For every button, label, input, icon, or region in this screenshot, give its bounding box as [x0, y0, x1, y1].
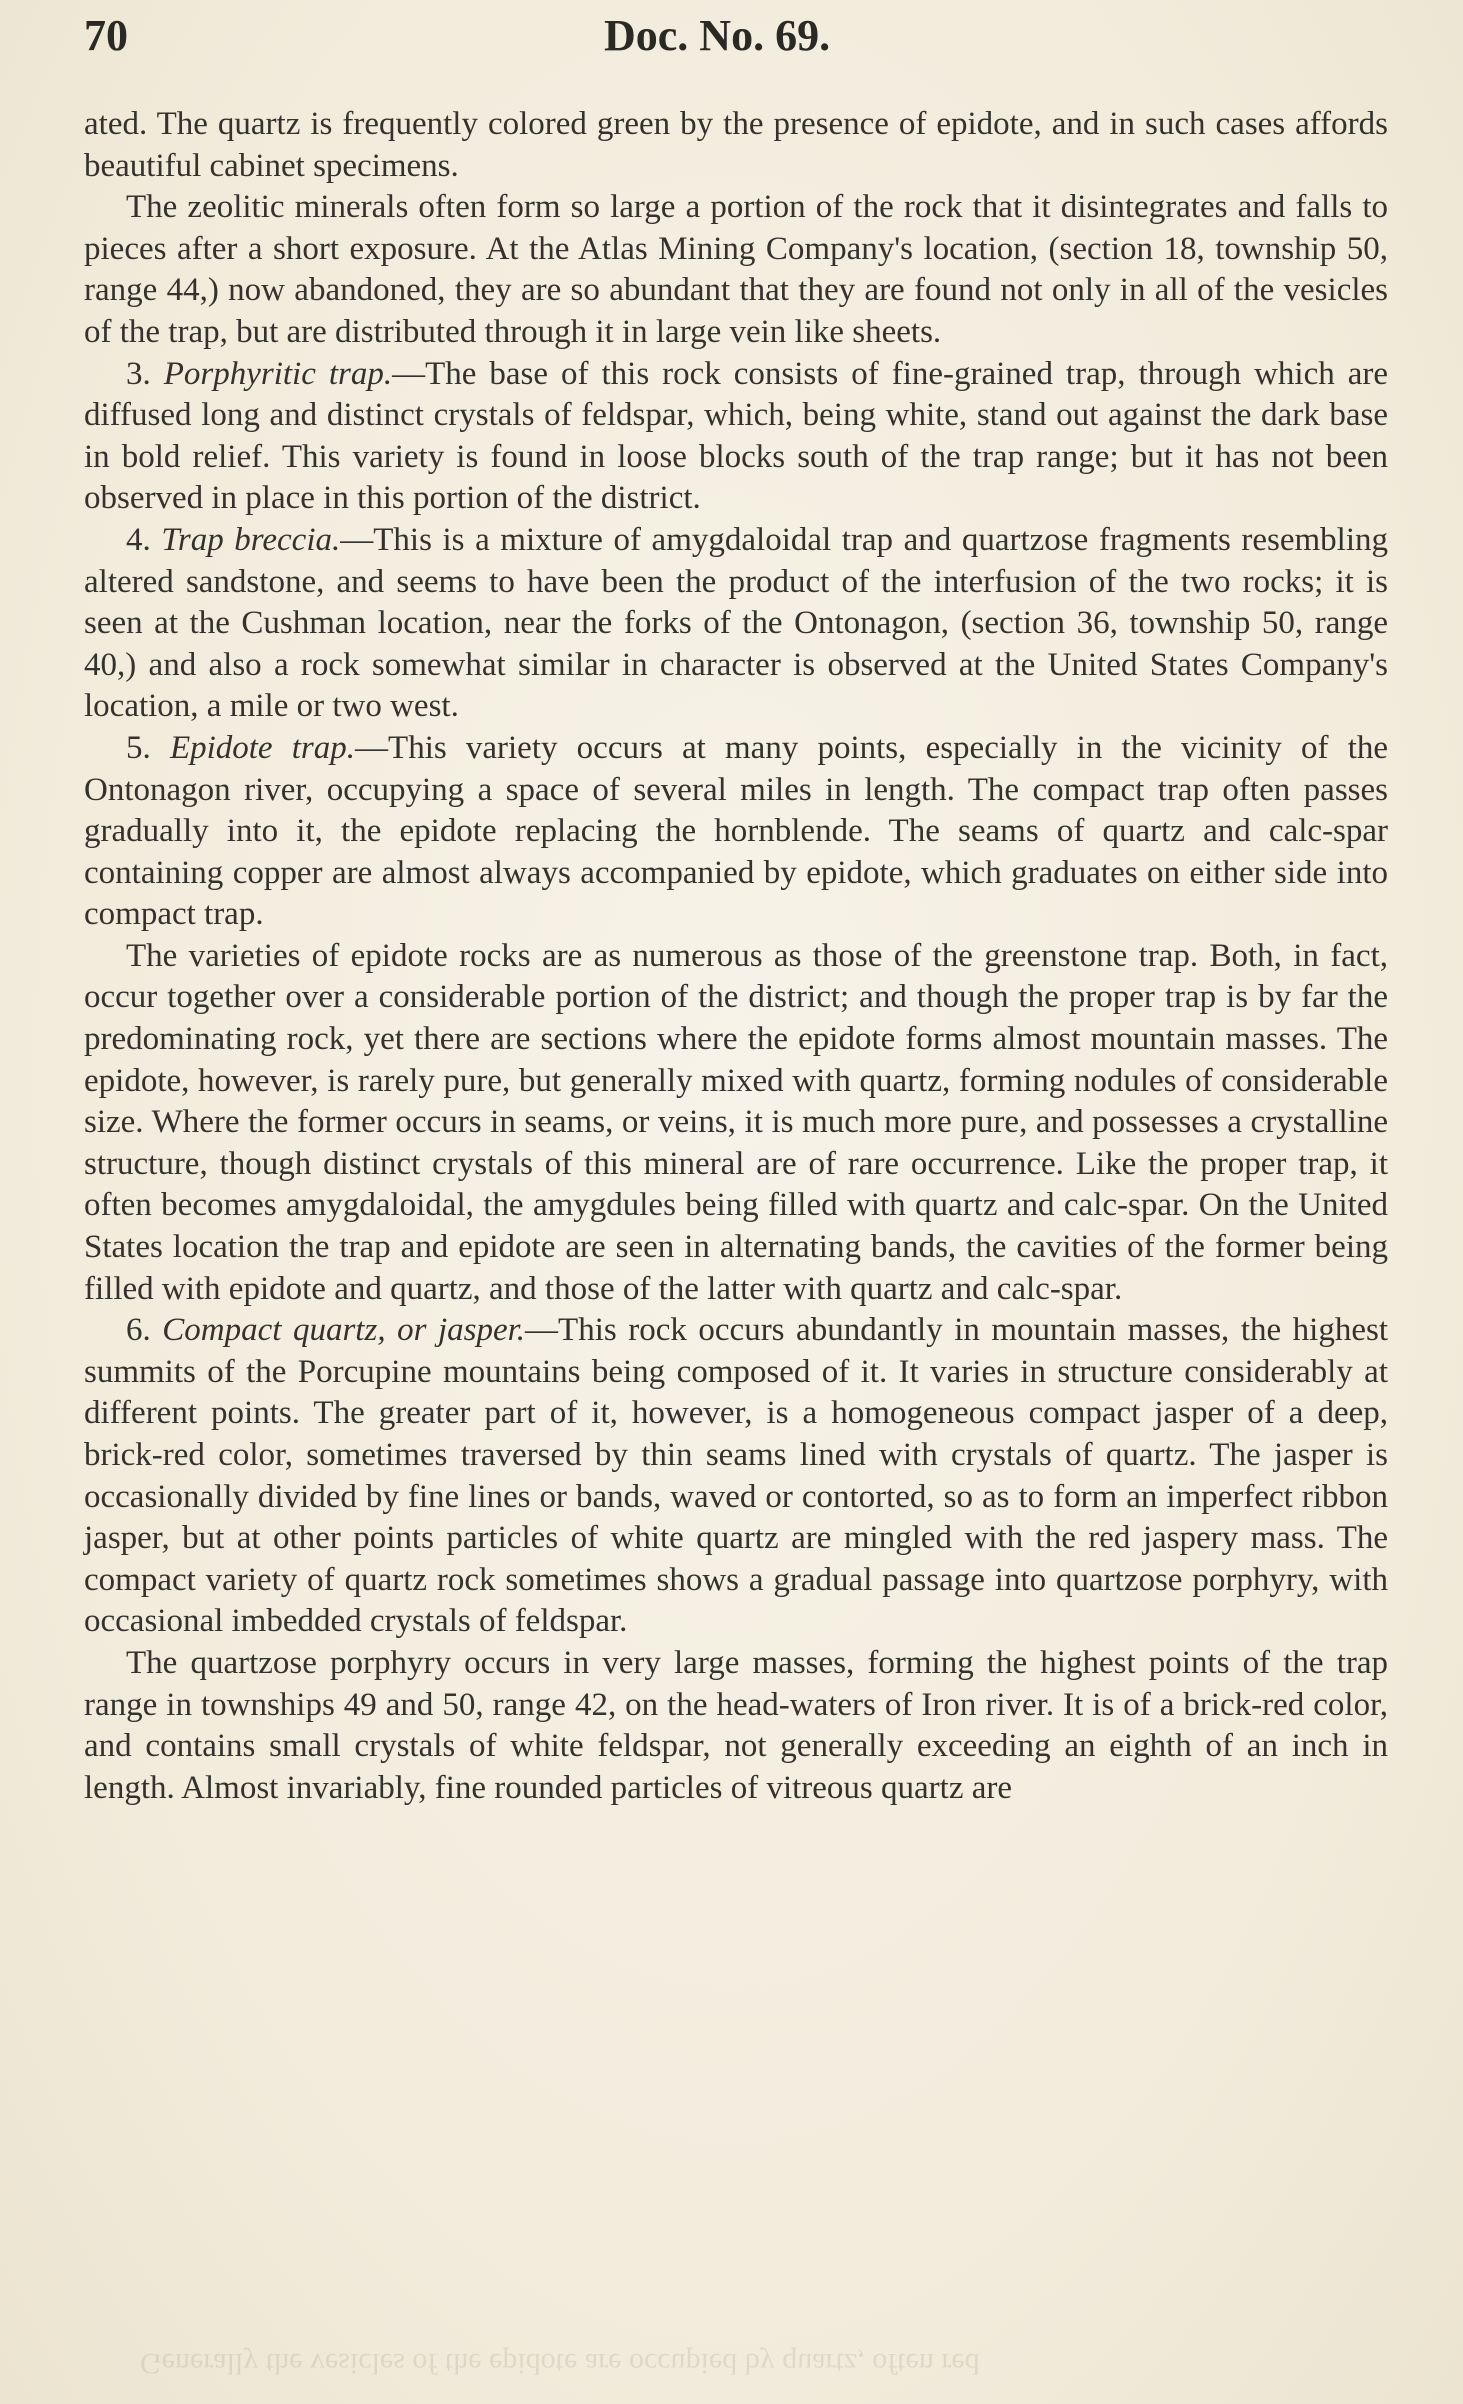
section-number: 4. — [126, 521, 162, 558]
paragraph-text: —The base of this rock consists of fine-grained trap, through which are diffused long and distinct crystals of feldspar, which, being white, stand out against the dark base in bold relief. This variety is found in loose blocks south of the trap range; but it has not been observed in place in this portion of the district. — [84, 355, 1389, 517]
paragraph-6 — [84, 936, 1388, 1310]
section-number: 5. — [126, 729, 170, 766]
paragraph-5-epidote-trap — [84, 728, 1388, 936]
paragraph-text: —This variety occurs at many points, especially in the vicinity of the Ontonagon river, occupying a space of several miles in length. The compact trap often passes gradually into it, the epidote replacing the hornblende. The seams of quartz and calc-spar containing copper are almost always accompanied by epidote, which graduates on either side into compact trap. — [84, 729, 1389, 933]
bleed-through-text: Generally the vesicles of the epidote are occupied by quartz, often red — [140, 2347, 980, 2380]
page-header — [84, 8, 1404, 64]
paragraph-2 — [84, 187, 1388, 353]
paragraph-text: —This rock occurs abundantly in mountain masses, the highest summits of the Porcupine mountains being composed of it. It varies in structure considerably at different points. The greater part of it, however, is a homogeneous compact jasper of a deep, brick-red color, sometimes traversed by thin seams lined with crystals of quartz. The jasper is occasionally divided by fine lines or bands, waved or contorted, so as to form an imperfect ribbon jasper, but at other points particles of white quartz are mingled with the red jaspery mass. The compact variety of quartz rock sometimes shows a gradual passage into quartzose porphyry, with occasional imbedded crystals of feldspar. — [84, 1312, 1388, 1640]
section-heading: Epidote trap. — [169, 729, 356, 766]
paragraph-4-trap-breccia — [84, 520, 1388, 728]
section-heading: Compact quartz, or jasper. — [162, 1312, 526, 1349]
paragraph-text: The varieties of epidote rocks are as numerous as those of the greenstone trap. Both, in fact, occur together over a considerable portion of the district; and though the proper trap is by far the predominating rock, yet there are sections where the epidote forms almost mountain masses. The epidote, however, is rarely pure, but generally mixed with quartz, forming nodules of considerable size. Where the former occurs in seams, or veins, it is much more pure, and possesses a crystalline structure, though distinct crystals of this mineral are of rare occurrence. Like the proper trap, it often becomes amygdaloidal, the amygdules being filled with quartz and calc-spar. On the United States location the trap and epidote are seen in alternating bands, the cavities of the former being filled with epidote and quartz, and those of the latter with quartz and calc-spar. — [84, 937, 1388, 1307]
section-number: 3. — [126, 355, 164, 392]
paragraph-1 — [84, 104, 1388, 187]
paragraph-text: The quartzose porphyry occurs in very large masses, forming the highest points of the trap range in townships 49 and 50, range 42, on the head-waters of Iron river. It is of a brick-red color, and contains small crystals of white feldspar, not generally exceeding an eighth of an inch in length. Almost invariably, fine rounded particles of vitreous quartz are — [84, 1644, 1388, 1806]
paragraph-text: The zeolitic minerals often form so large a portion of the rock that it disintegrates and falls to pieces after a short exposure. At the Atlas Mining Company's location, (section 18, township 50, range 44,) now abandoned, they are so abundant that they are found not only in all of the vesicles of the trap, but are distributed through it in large vein like sheets. — [84, 189, 1388, 350]
section-heading: Porphyritic trap. — [163, 355, 393, 392]
body-text — [84, 104, 1388, 1809]
paragraph-text: ated. The quartz is frequently colored green by the presence of epidote, and in such cases affords beautiful cabinet specimens. — [84, 106, 1388, 184]
paragraph-3-porphyritic-trap — [84, 354, 1388, 520]
section-number: 6. — [126, 1312, 163, 1349]
paragraph-8 — [84, 1643, 1388, 1809]
paragraph-text: —This is a mixture of amygdaloidal trap and quartzose fragments resembling altered sandstone, and seems to have been the product of the interfusion of the two rocks; it is seen at the Cushman location, near the forks of the Ontonagon, (section 36, township 50, range 40,) and also a rock somewhat similar in character is observed at the United States Company's location, a mile or two west. — [84, 521, 1388, 725]
section-heading: Trap breccia. — [161, 521, 341, 558]
page-number: 70 — [84, 11, 128, 60]
paragraph-7-compact-quartz — [84, 1310, 1388, 1643]
document-title: Doc. No. 69. — [604, 11, 831, 60]
